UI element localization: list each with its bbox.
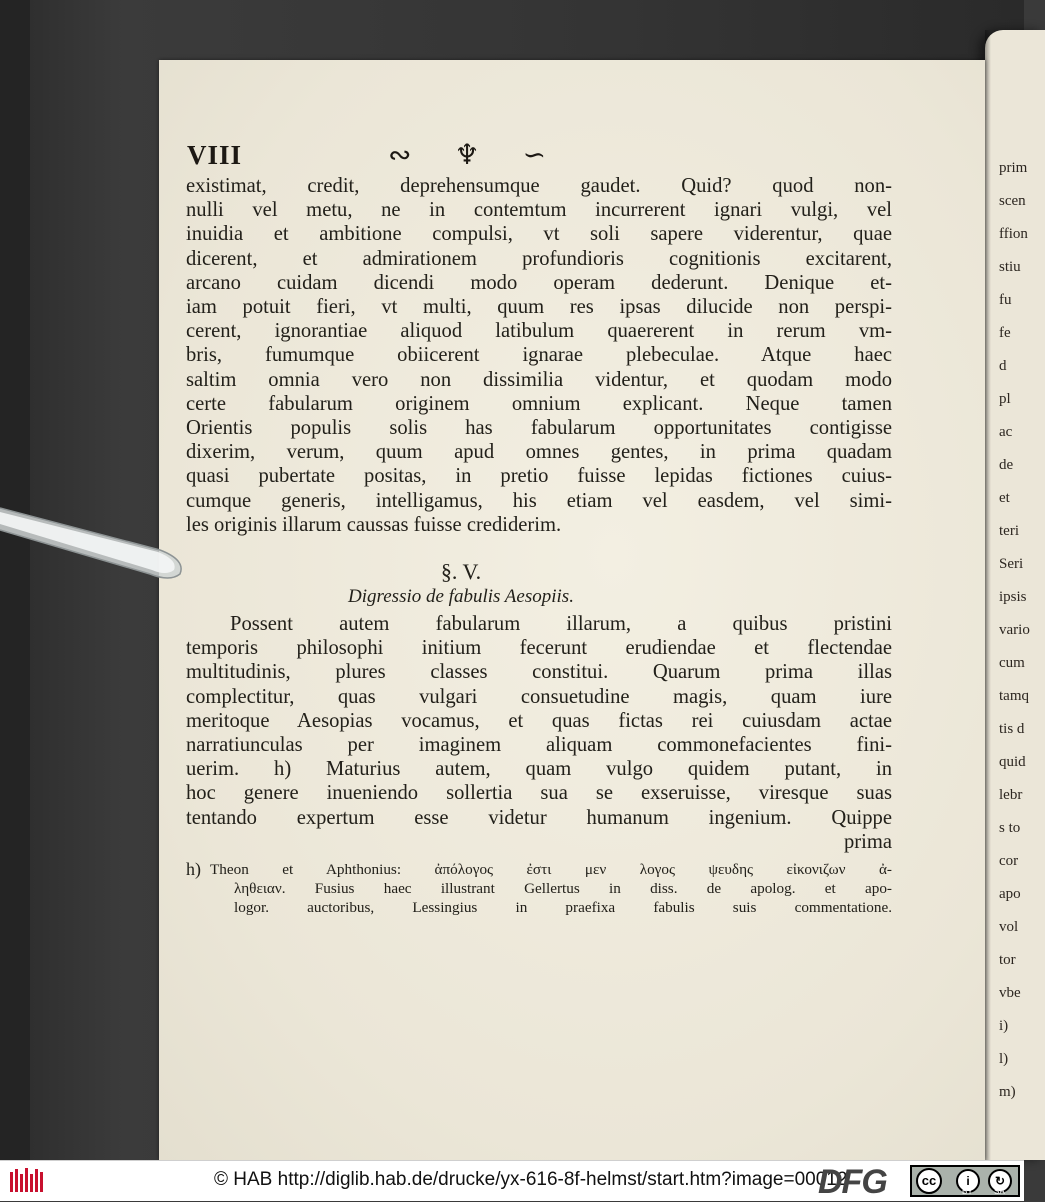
attribution-icon: i: [956, 1169, 980, 1193]
text-line: Possent autem fabularum illarum, a quibus pristini: [230, 613, 892, 635]
cc-icon: cc: [916, 1168, 942, 1194]
copyright-url[interactable]: © HAB http://diglib.hab.de/drucke/yx-616-8f-helmst/start.htm?image=00012: [214, 1169, 848, 1190]
text-line: meritoque Aesopias vocamus, et quas fictas rei cuiusdam actae: [186, 709, 892, 732]
text-line: tentando expertum esse videtur humanum ingenium. Quippe: [186, 806, 892, 829]
text-line: certe fabularum originem omnium explicant. Neque tamen: [186, 392, 892, 415]
text-line: inuidia et ambitione compulsi, vt soli sapere viderentur, quae: [186, 223, 892, 246]
facing-page-fragment: ac: [999, 424, 1013, 440]
hab-logo-icon: [8, 1166, 46, 1196]
section-subtitle: Digressio de fabulis Aesopiis.: [348, 586, 574, 607]
facing-page-fragment: pl: [999, 391, 1011, 407]
text-line: arcano cuidam dicendi modo operam dederunt. Denique et-: [186, 271, 892, 294]
by-label: BY: [962, 1187, 973, 1196]
facing-page-fragment: vario: [999, 622, 1030, 638]
text-line: complectitur, quas vulgari consuetudine magis, quam iure: [186, 685, 892, 708]
footnote-mark: h): [186, 859, 201, 879]
text-line: prima: [843, 830, 892, 853]
text-line: nulli vel metu, ne in contemtum incurrerent ignari vulgi, vel: [186, 199, 892, 222]
text-line: saltim omnia vero non dissimilia videntur, et quodam modo: [186, 368, 892, 391]
facing-page-fragment: vbe: [999, 985, 1021, 1001]
facing-page-fragment: quid: [999, 754, 1026, 770]
page-number: VIII: [187, 140, 243, 170]
glass-page-weight: [0, 490, 186, 590]
facing-page-edge: [985, 30, 1045, 1160]
text-line: cerent, ignorantiae aliquod latibulum quaererent in rerum vm-: [186, 320, 892, 343]
facing-page-fragment: de: [999, 457, 1014, 473]
facing-page-fragment: ipsis: [999, 589, 1027, 605]
sa-label: SA: [994, 1187, 1005, 1196]
footer-bar: [0, 1160, 1024, 1201]
text-line: quasi pubertate positas, in pretio fuisse lepidas fictiones cuius-: [186, 465, 892, 488]
section-paragraph: [186, 612, 892, 854]
text-line: dixerim, verum, quum apud omnes gentes, in prima quadam: [186, 441, 892, 464]
facing-page-fragment: l): [999, 1051, 1009, 1067]
facing-page-fragment: fe: [999, 325, 1011, 341]
footnote: [186, 860, 892, 917]
facing-page-fragment: teri: [999, 523, 1019, 539]
text-line: multitudinis, plures classes constitui. Quarum prima illas: [186, 661, 892, 684]
text-line: bris, fumumque obiicerent ignarae plebeculae. Atque haec: [186, 344, 892, 367]
text-line: les originis illarum caussas fuisse crediderim.: [186, 513, 562, 536]
facing-page-fragment: cum: [999, 655, 1025, 671]
page-shadow: [985, 30, 991, 1160]
main-paragraph: [186, 174, 892, 537]
text-line: existimat, credit, deprehensumque gaudet. Quid? quod non-: [186, 175, 892, 197]
facing-page-fragment: tor: [999, 952, 1016, 968]
facing-page-fragment: cor: [999, 853, 1019, 869]
section-heading: §. V.: [440, 559, 482, 584]
text-line: narratiunculas per imaginem aliquam commonefacientes fini-: [186, 734, 892, 757]
text-line: cumque generis, intelligamus, his etiam vel easdem, vel simi-: [186, 489, 892, 512]
cc-license-badge[interactable]: [910, 1165, 1020, 1197]
facing-page-fragment: fu: [999, 292, 1012, 308]
facing-page-fragment: Seri: [999, 556, 1024, 572]
facing-page-fragment: i): [999, 1018, 1009, 1034]
facing-page-fragment: tamq: [999, 688, 1029, 704]
facing-page-fragment: lebr: [999, 787, 1023, 803]
text-line: Orientis populis solis has fabularum opportunitates contigisse: [186, 417, 892, 440]
header-ornament: ∾ ♆ ∽: [388, 140, 565, 171]
facing-page-fragment: m): [999, 1084, 1016, 1100]
facing-page-fragment: scen: [999, 193, 1026, 209]
dfg-logo: DFG: [818, 1163, 887, 1201]
facing-page-fragment: d: [999, 358, 1007, 374]
text-line: dicerent, et admirationem profundioris cognitionis excitarent,: [186, 247, 892, 270]
text-line: temporis philosophi initium fecerunt erudiendae et flectendae: [186, 637, 892, 660]
facing-page-fragment: s to: [999, 820, 1021, 836]
footnote-line: Theon et Aphthonius: ἀπόλογος ἐστι μεν λογος ψευδης εἰκονιζων ἀ-: [210, 861, 892, 878]
footnote-line: logor. auctoribus, Lessingius in praefixa fabulis suis commentatione.: [234, 899, 892, 916]
footnote-line: ληθειαν. Fusius haec illustrant Gellertus in diss. de apolog. et apo-: [234, 880, 892, 897]
facing-page-fragment: tis d: [999, 721, 1025, 737]
facing-page-fragment: prim: [999, 160, 1028, 176]
facing-page-fragment: vol: [999, 919, 1019, 935]
text-line: hoc genere inueniendo sollertia sua se exseruisse, viresque suas: [186, 782, 892, 805]
facing-page-fragment: ffion: [999, 226, 1028, 242]
facing-page-fragment: et: [999, 490, 1010, 506]
facing-page-fragment: stiu: [999, 259, 1021, 275]
text-line: uerim. h) Maturius autem, quam vulgo quidem putant, in: [186, 758, 892, 781]
text-line: iam potuit fieri, vt multi, quum res ipsas dilucide non perspi-: [186, 296, 892, 319]
share-alike-icon: ↻: [988, 1169, 1012, 1193]
facing-page-fragment: apo: [999, 886, 1021, 902]
